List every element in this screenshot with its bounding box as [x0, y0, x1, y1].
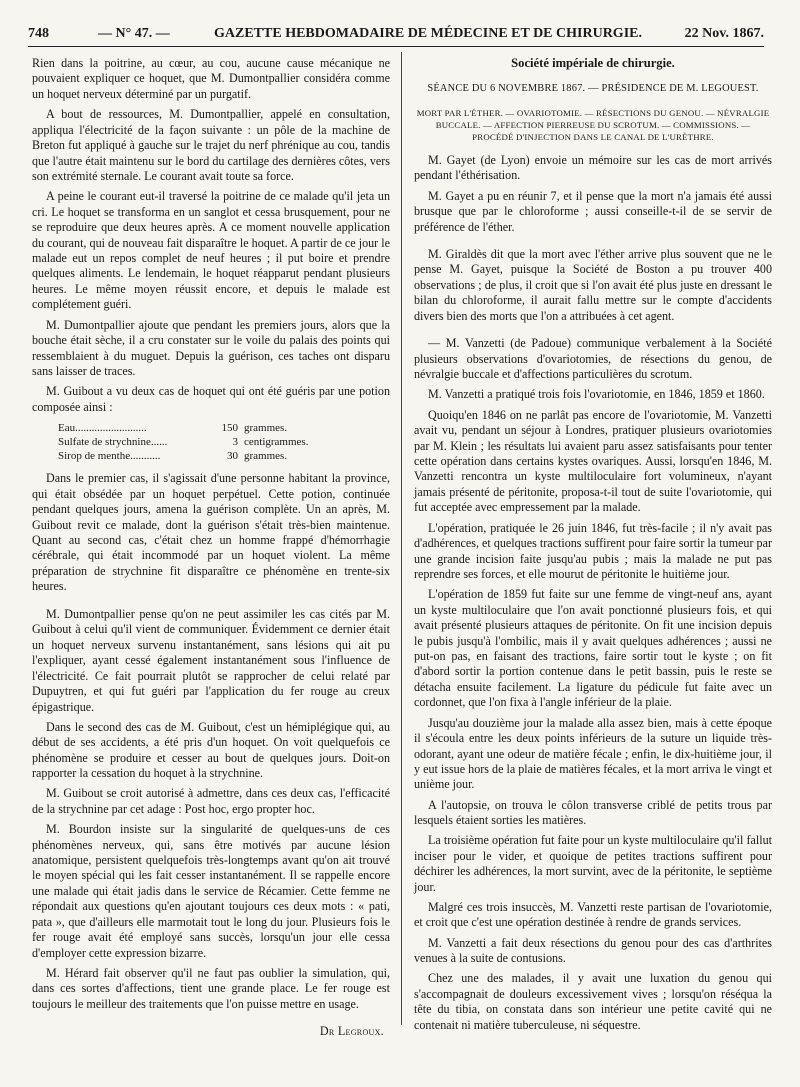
session-topics: MORT PAR L'ÉTHER. — OVARIOTOMIE. — RÉSECTIONS DU GENOU. — NÉVRALGIE BUCCALE. — AFFECTION PIERREUSE DU SCROTUM. — COMMISSIONS. — PROCÉDÉ D'INJECTION DANS LE CANAL DE L'URÈTHRE. [416, 107, 770, 142]
paragraph: Rien dans la poitrine, au cœur, au cou, aucune cause mécanique ne pouvaient expliquer ce hoquet, que M. Dumontpallier considéra comme un hoquet nerveux déterminé par un purgatif. [32, 56, 390, 101]
issue-date: 22 Nov. 1867. [684, 26, 764, 41]
left-column [32, 56, 390, 1040]
paragraph: M. Gayet a pu en réunir 7, et il pense que la mort n'a jamais été aussi brusque que par le chloroforme ; aussi conseille-t-il de se servir de préférence de l'éther. [414, 188, 772, 234]
section-title: Société impériale de chirurgie. [511, 56, 675, 70]
paragraph: M. Dumontpallier ajoute que pendant les premiers jours, alors que la bouche était sèche, il a cru constater sur le voile du palais des points qui ressemblaient à du muguet. Depuis la guérison, ces taches ont disparu sans laisser de traces. [32, 317, 390, 378]
paragraph: A peine le courant eut-il traversé la poitrine de ce malade qu'il jeta un cri. Le hoquet se transforma en un sanglot et cessa brusquement, pour ne se reproduire que deux heures après. A ce moment nouvelle application du courant, qui de nouveau fait disparaître le hoquet. A partir de ce jour le malade eut un repos complet de neuf heures ; il put boire et prendre quelques aliments. Le lendemain, le hoquet réapparut pendant plusieurs heures. Le même moyen réussit encore, et depuis le malade est complétement guéri. [32, 189, 390, 312]
paragraph: M. Vanzetti a pratiqué trois fois l'ovariotomie, en 1846, 1859 et 1860. [428, 387, 765, 402]
page-number: 748 [28, 26, 49, 41]
paragraph: M. Giraldès dit que la mort avec l'éther arrive plus souvent que ne le pense M. Gayet, puisque la Société de Boston a pu trouver 400 observations ; de plus, il croit que si l'on avait été plus juste en dressant le bilan du chloroforme, il aurait fallu mettre sur le compte d'accidents divers bien des morts que l'on a attribuées à cet agent. [414, 246, 772, 323]
paragraph: M. Dumontpallier pense qu'on ne peut assimiler les cas cités par M. Guibout à celui qu'il vient de communiquer. Évidemment ce dernier était un hoquet nerveux survenu instantanément, sans lésions qui ait pu l'expliquer, ayant cessé également instantanément sous l'influence de l'électricité. Ce fait pourrait plutôt se rapprocher de celui relaté par Dupuytren, et qui fut guéri par l'application du fer rouge au creux épigastrique. [32, 606, 390, 714]
paragraph: Jusqu'au douzième jour la malade alla assez bien, mais à cette époque il s'écoula entre les deux points inférieurs de la suture un liquide très-odorant, ayant une odeur de matière fécale ; enfin, le dix-huitième jour, il y eut issue hors de la plaie de matières fécales, et la mort arriva le vingt et unième jour. [414, 715, 772, 792]
recipe-list [58, 421, 390, 463]
paragraph: La troisième opération fut faite pour un kyste multiloculaire qu'il fallut inciser pour le vider, et quoique de petites tractions suffirent pour déchirer les adhérences, la mort survint, avec de la péritonite, le septième jour. [414, 833, 772, 894]
paragraph: Quoiqu'en 1846 on ne parlât pas encore de l'ovariotomie, M. Vanzetti avait vu, pendant un séjour à Londres, pratiquer plusieurs ovariotomies par M. Klein ; les résultats lui avaient paru assez satisfaisants pour tenter cette opération dans certains kystes ovariques. Aussi, lorsqu'en 1846, M. Vanzetti rencontra un kyste multiloculaire fort volumineux, n'ayant jamais présenté de péritonite, proposa-t-il tout de suite l'ovariotomie, qui fut acceptée avec empressement par la malade. [414, 407, 772, 515]
paragraph: Malgré ces trois insuccès, M. Vanzetti reste partisan de l'ovariotomie, et croit que c'est une opération destinée à rendre de grands services. [414, 900, 772, 930]
paragraph: Dans le second des cas de M. Guibout, c'est un hémiplégique qui, au début de ses accidents, a été pris d'un hoquet. On voit quelquefois ce phénomène se produire et cesser au bout de quelques jours. Doit-on rapporter la cessation du hoquet à la strychnine. [32, 719, 390, 781]
journal-title: GAZETTE HEBDOMADAIRE DE MÉDECINE ET DE CHIRURGIE. [214, 26, 642, 41]
issue-number: — N° 47. — [98, 26, 170, 41]
header-rule [28, 46, 764, 47]
recipe-row: Eau.......................... 150 grammes. [58, 422, 288, 435]
paragraph: M. Vanzetti a fait deux résections du genou pour des cas d'arthrites venues à la suite de contusions. [414, 935, 772, 966]
paragraph: M. Hérard fait observer qu'il ne faut pas oublier la simulation, qui, dans ces sortes d'affections, tient une grande place. Le fer rouge est toujours le meilleur des traitements que l'on puisse mettre en usage. [32, 965, 390, 1011]
paragraph: L'opération, pratiquée le 26 juin 1846, fut très-facile ; il n'y avait pas d'adhérences, et quelques tractions suffirent pour faire sortir la tumeur par une grande incision faite jusqu'au pubis ; mais la malade ne put pas reprendre ses forces, et elle mourut de péritonite le huitième jour. [414, 520, 772, 581]
paragraph: A l'autopsie, on trouva le côlon transverse criblé de petits trous par lesquels étaient sorties les matières. [414, 797, 772, 828]
paragraph: A bout de ressources, M. Dumontpallier, appelé en consultation, appliqua l'électricité de la façon suivante : un pôle de la machine de Breton fut appliqué à gauche sur le trajet du nerf phrénique au cou, tandis que l'autre était maintenu sur le bord du cartilage des dernières côtes, vers son extrémité sternale. Le courant avait toute sa force. [32, 107, 390, 183]
paragraph: M. Guibout se croit autorisé à admettre, dans ces deux cas, l'efficacité de la strychnine par cet adage : Post hoc, ergo propter hoc. [32, 786, 390, 816]
paragraph: L'opération de 1859 fut faite sur une femme de vingt-neuf ans, ayant un kyste multiloculaire que l'on avait ponctionné plusieurs fois, et qui avait présenté plusieurs attaques de péritonite. On fit une incision depuis le pubis jusqu'à l'ombilic, mais il y avait quelques adhérences ; aussi ne put-on pas, en faisant des tractions, faire sortir tout le kyste ; on fit d'abord sortir la portion contenue dans le petit bassin, puis le reste se détacha ensuite facilement. La ligature du pédicule fut faite avec un cordonnet, que l'on fixa à l'angle inférieur de la plaie. [414, 587, 772, 710]
recipe-row: Sirop de menthe........... 30 grammes. [58, 450, 288, 463]
page-header [28, 22, 764, 44]
column-divider [401, 52, 402, 1025]
recipe-row: Sulfate de strychnine...... 3 centigrammes. [58, 436, 309, 449]
paragraph: M. Bourdon insiste sur la singularité de quelques-uns de ces phénomènes nerveux, qui, sans être motivés par aucune lésion anatomique, persistent quelquefois très-longtemps avant qu'on ait trouvé le moyen spécial qui les fait cesser instantanément. Il se rappelle encore une malade qui était jadis dans le service de Récamier. Cette femme ne répondait aux questions qu'en ajoutant toujours ces deux mots : « pati, pata », que d'ailleurs elle marmotait tout le long du jour. Plusieurs fois le fer rouge avait été employé sans succès, lorsqu'un jour elle cessa d'employer cette expression bizarre. [32, 822, 390, 960]
right-column [414, 56, 772, 1038]
paragraph: Chez une des malades, il y avait une luxation du genou qui s'accompagnait de douleurs excessivement vives ; lorsqu'on réséqua la tête du tibia, on constata dans son intérieur une petite cavité qui ne contenait ni matière tuberculeuse, ni séquestre. [414, 971, 772, 1032]
session-line: SÉANCE DU 6 NOVEMBRE 1867. — PRÉSIDENCE DE M. LEGOUEST. [427, 83, 759, 95]
paragraph: Dans le premier cas, il s'agissait d'une personne habitant la province, qui était obsédée par un hoquet perpétuel. Cette potion, continuée pendant quelques jours, amena la guérison complète. Un an après, M. Guibout revit ce malade, dont la guérison s'était très-bien maintenue. Quant au second cas, c'était chez un homme frappé d'hémorrhagie cérébrale, qui était incommodé par un hoquet violent. La même préparation de strychnine fit disparaître ce phénomène en trente-six heures. [32, 471, 390, 594]
signature: Dr Legroux. [319, 1024, 384, 1039]
paragraph: M. Guibout a vu deux cas de hoquet qui ont été guéris par une potion composée ainsi : [32, 384, 390, 414]
paragraph: — M. Vanzetti (de Padoue) communique verbalement à la Société plusieurs observations d'ovariotomies, de résections du genou, de névralgie buccale et d'affections particulières du scrotum. [414, 336, 772, 382]
paragraph: M. Gayet (de Lyon) envoie un mémoire sur les cas de mort arrivés pendant l'éthérisation. [414, 152, 772, 183]
